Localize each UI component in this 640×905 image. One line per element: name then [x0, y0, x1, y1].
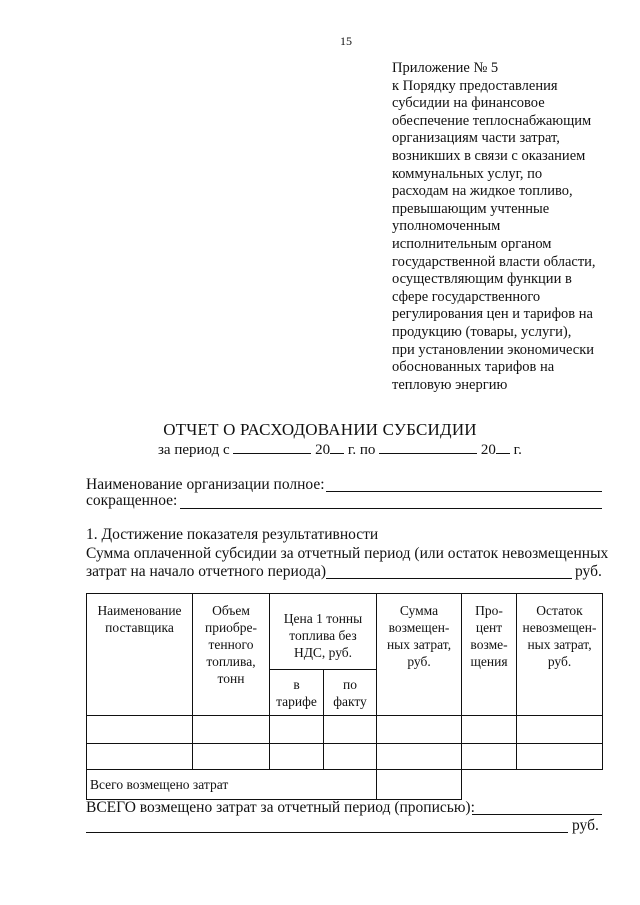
appendix-line: регулирования цен и тарифов на — [392, 306, 593, 323]
subsidy-sum-text: Сумма оплаченной субсидии за отчетный период (или остаток невозмещенных — [86, 545, 609, 562]
total-row — [87, 770, 603, 800]
period-year-end-field[interactable] — [496, 440, 510, 454]
table-cell[interactable] — [324, 744, 377, 770]
col-volume-header: Объем приобре- тенного топлива, тонн — [193, 594, 270, 716]
table-cell[interactable] — [193, 716, 270, 744]
period-start-field[interactable] — [233, 440, 311, 454]
appendix-line: коммунальных услуг, по — [392, 165, 543, 182]
table-row — [87, 716, 603, 744]
table-cell[interactable] — [193, 744, 270, 770]
section1-heading: 1. Достижение показателя результативности — [86, 526, 379, 543]
appendix-line: государственной власти области, — [392, 253, 596, 270]
table-cell[interactable] — [517, 716, 603, 744]
total-sum-cell[interactable] — [377, 770, 462, 800]
report-period — [158, 440, 522, 459]
appendix-line: тепловую энергию — [392, 376, 508, 393]
report-title: ОТЧЕТ О РАСХОДОВАНИИ СУБСИДИИ — [163, 420, 477, 439]
appendix-line: обоснованных тарифов на — [392, 359, 555, 376]
appendix-line: расходам на жидкое топливо, — [392, 183, 573, 200]
page-number: 15 — [340, 34, 352, 48]
total-row-label: Всего возмещено затрат — [87, 770, 377, 800]
table-cell[interactable] — [462, 716, 517, 744]
empty-cell — [462, 770, 517, 800]
appendix-line: к Порядку предоставления — [392, 77, 558, 94]
table-cell[interactable] — [87, 716, 193, 744]
org-full-field[interactable] — [326, 491, 602, 492]
appendix-line: осуществляющим функции в — [392, 271, 572, 288]
period-year-start: 20 — [315, 442, 331, 458]
appendix-line: продукцию (товары, услуги), — [392, 323, 572, 340]
appendix-line: уполномоченным — [392, 218, 501, 235]
org-short-label: сокращенное: — [86, 492, 178, 509]
table-cell[interactable] — [324, 716, 377, 744]
col-price-tariff-header: в тарифе — [270, 670, 324, 716]
subsidy-sum-unit: руб. — [575, 563, 602, 580]
table-cell[interactable] — [270, 716, 324, 744]
period-mid: г. по — [347, 442, 376, 458]
total-in-words-field-2[interactable] — [86, 832, 568, 833]
appendix-line: обеспечение теплоснабжающим — [392, 112, 592, 129]
subsidy-sum-field[interactable] — [326, 578, 572, 579]
appendix-line: возникших в связи с оказанием — [392, 147, 586, 164]
col-price-actual-header: по факту — [324, 670, 377, 716]
col-price-header: Цена 1 тонны топлива без НДС, руб. — [270, 594, 377, 670]
org-short-field[interactable] — [180, 508, 602, 509]
total-in-words-field[interactable] — [472, 814, 602, 815]
period-prefix: за период с — [158, 442, 230, 458]
appendix-line: организациям части затрат, — [392, 130, 560, 147]
col-remainder-header: Остаток невозмещен- ных затрат, руб. — [517, 594, 603, 716]
col-supplier-header: Наименование поставщика — [87, 594, 193, 716]
table-cell[interactable] — [377, 716, 462, 744]
period-end-field[interactable] — [379, 440, 477, 454]
table-cell[interactable] — [87, 744, 193, 770]
appendix-line: субсидии на финансовое — [392, 95, 545, 112]
total-unit: руб. — [572, 817, 599, 834]
subsidy-table — [86, 593, 603, 800]
col-percent-header: Про- цент возме- щения — [462, 594, 517, 716]
subsidy-sum-text-2: затрат на начало отчетного периода) — [86, 563, 327, 580]
appendix-line: превышающим учтенные — [392, 200, 550, 217]
appendix-line: исполнительным органом — [392, 235, 552, 252]
table-cell[interactable] — [270, 744, 324, 770]
table-row — [87, 744, 603, 770]
period-end-suffix: г. — [513, 442, 522, 458]
table-cell[interactable] — [377, 744, 462, 770]
total-in-words-label: ВСЕГО возмещено затрат за отчетный период (прописью): — [86, 799, 475, 816]
appendix-line: при установлении экономически — [392, 341, 595, 358]
period-year-end: 20 — [480, 442, 496, 458]
table-cell[interactable] — [517, 744, 603, 770]
org-full-label: Наименование организации полное: — [86, 476, 325, 493]
period-year-start-field[interactable] — [330, 440, 344, 454]
appendix-header — [392, 60, 607, 394]
appendix-line: сфере государственного — [392, 288, 541, 305]
appendix-line: Приложение № 5 — [392, 60, 499, 76]
table-cell[interactable] — [462, 744, 517, 770]
col-sum-header: Сумма возмещен- ных затрат, руб. — [377, 594, 462, 716]
empty-cell — [517, 770, 603, 800]
